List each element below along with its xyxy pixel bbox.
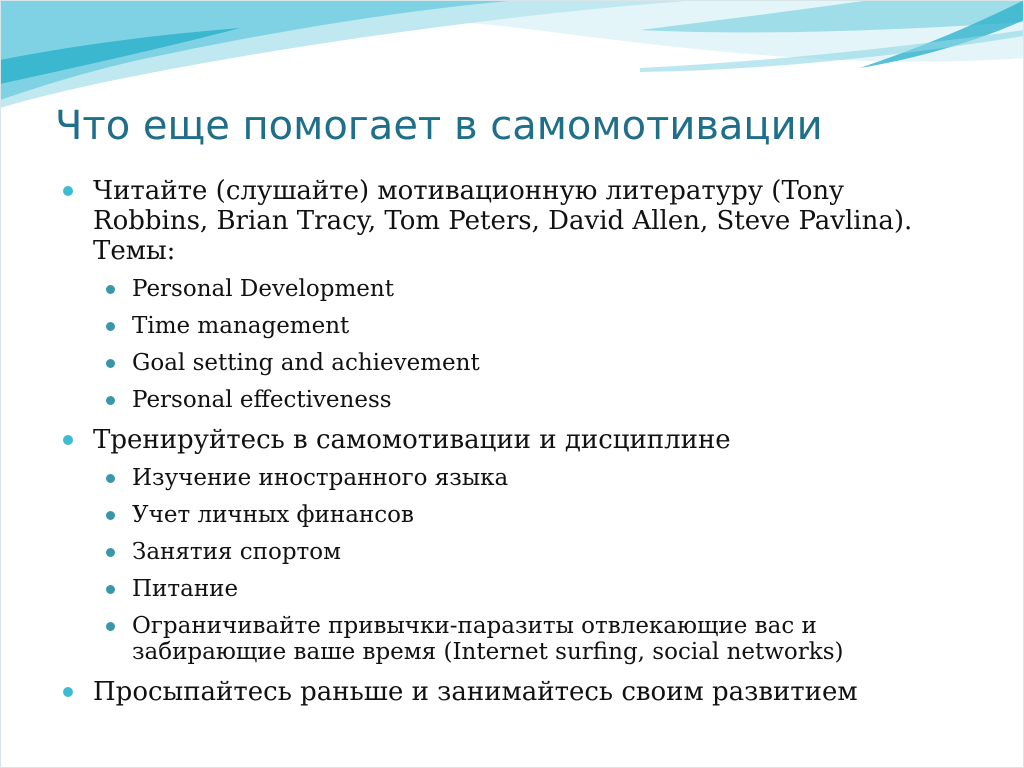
sub-bullet-item [62,576,962,602]
sub-bullet-text: Питание [132,576,239,602]
sub-bullet-item [62,276,962,302]
sub-bullet-item [62,387,962,413]
sub-bullet-dot [106,396,115,405]
sub-bullet-dot [106,322,115,331]
bullet-list [62,176,962,707]
sub-bullet-dot [106,622,115,631]
bullet-dot [63,687,73,697]
sub-bullet-text: Goal setting and achievement [132,350,480,376]
sub-bullet-text: Personal Development [132,276,394,302]
sub-bullet-text: Изучение иностранного языка [132,465,509,491]
sub-bullet-dot [106,585,115,594]
sub-bullet-dot [106,359,115,368]
sub-bullet-item [62,539,962,565]
sub-bullet-dot [106,474,115,483]
sub-bullet-item [62,350,962,376]
sub-bullet-text: Time management [132,313,350,339]
bullet-text: Читайте (слушайте) мотивационную литературу (Tony Robbins, Brian Tracy, Tom Peters, David Allen, Steve Pavlina). Темы: [93,176,913,266]
sub-bullet-item [62,613,962,665]
sub-bullet-text: Personal effectiveness [132,387,392,413]
sub-bullet-item [62,502,962,528]
sub-bullet-dot [106,285,115,294]
wave-header-decoration [0,0,1024,120]
bullet-text: Просыпайтесь раньше и занимайтесь своим развитием [93,677,858,707]
bullet-item [62,677,962,707]
bullet-dot [63,435,73,445]
sub-bullet-text: Учет личных финансов [132,502,414,528]
sub-bullet-text: Занятия спортом [132,539,341,565]
sub-bullet-item [62,465,962,491]
sub-bullet-text: Ограничивайте привычки-паразиты отвлекающие вас и забирающие ваше время (Internet surfing, social networks) [132,613,844,665]
sub-bullet-dot [106,511,115,520]
bullet-dot [63,186,73,196]
sub-bullet-item [62,313,962,339]
slide-title: Что еще помогает в самомотивации [55,103,823,149]
bullet-text: Тренируйтесь в самомотивации и дисциплине [93,425,731,455]
bullet-item [62,176,962,266]
sub-bullet-dot [106,548,115,557]
bullet-item [62,425,962,455]
